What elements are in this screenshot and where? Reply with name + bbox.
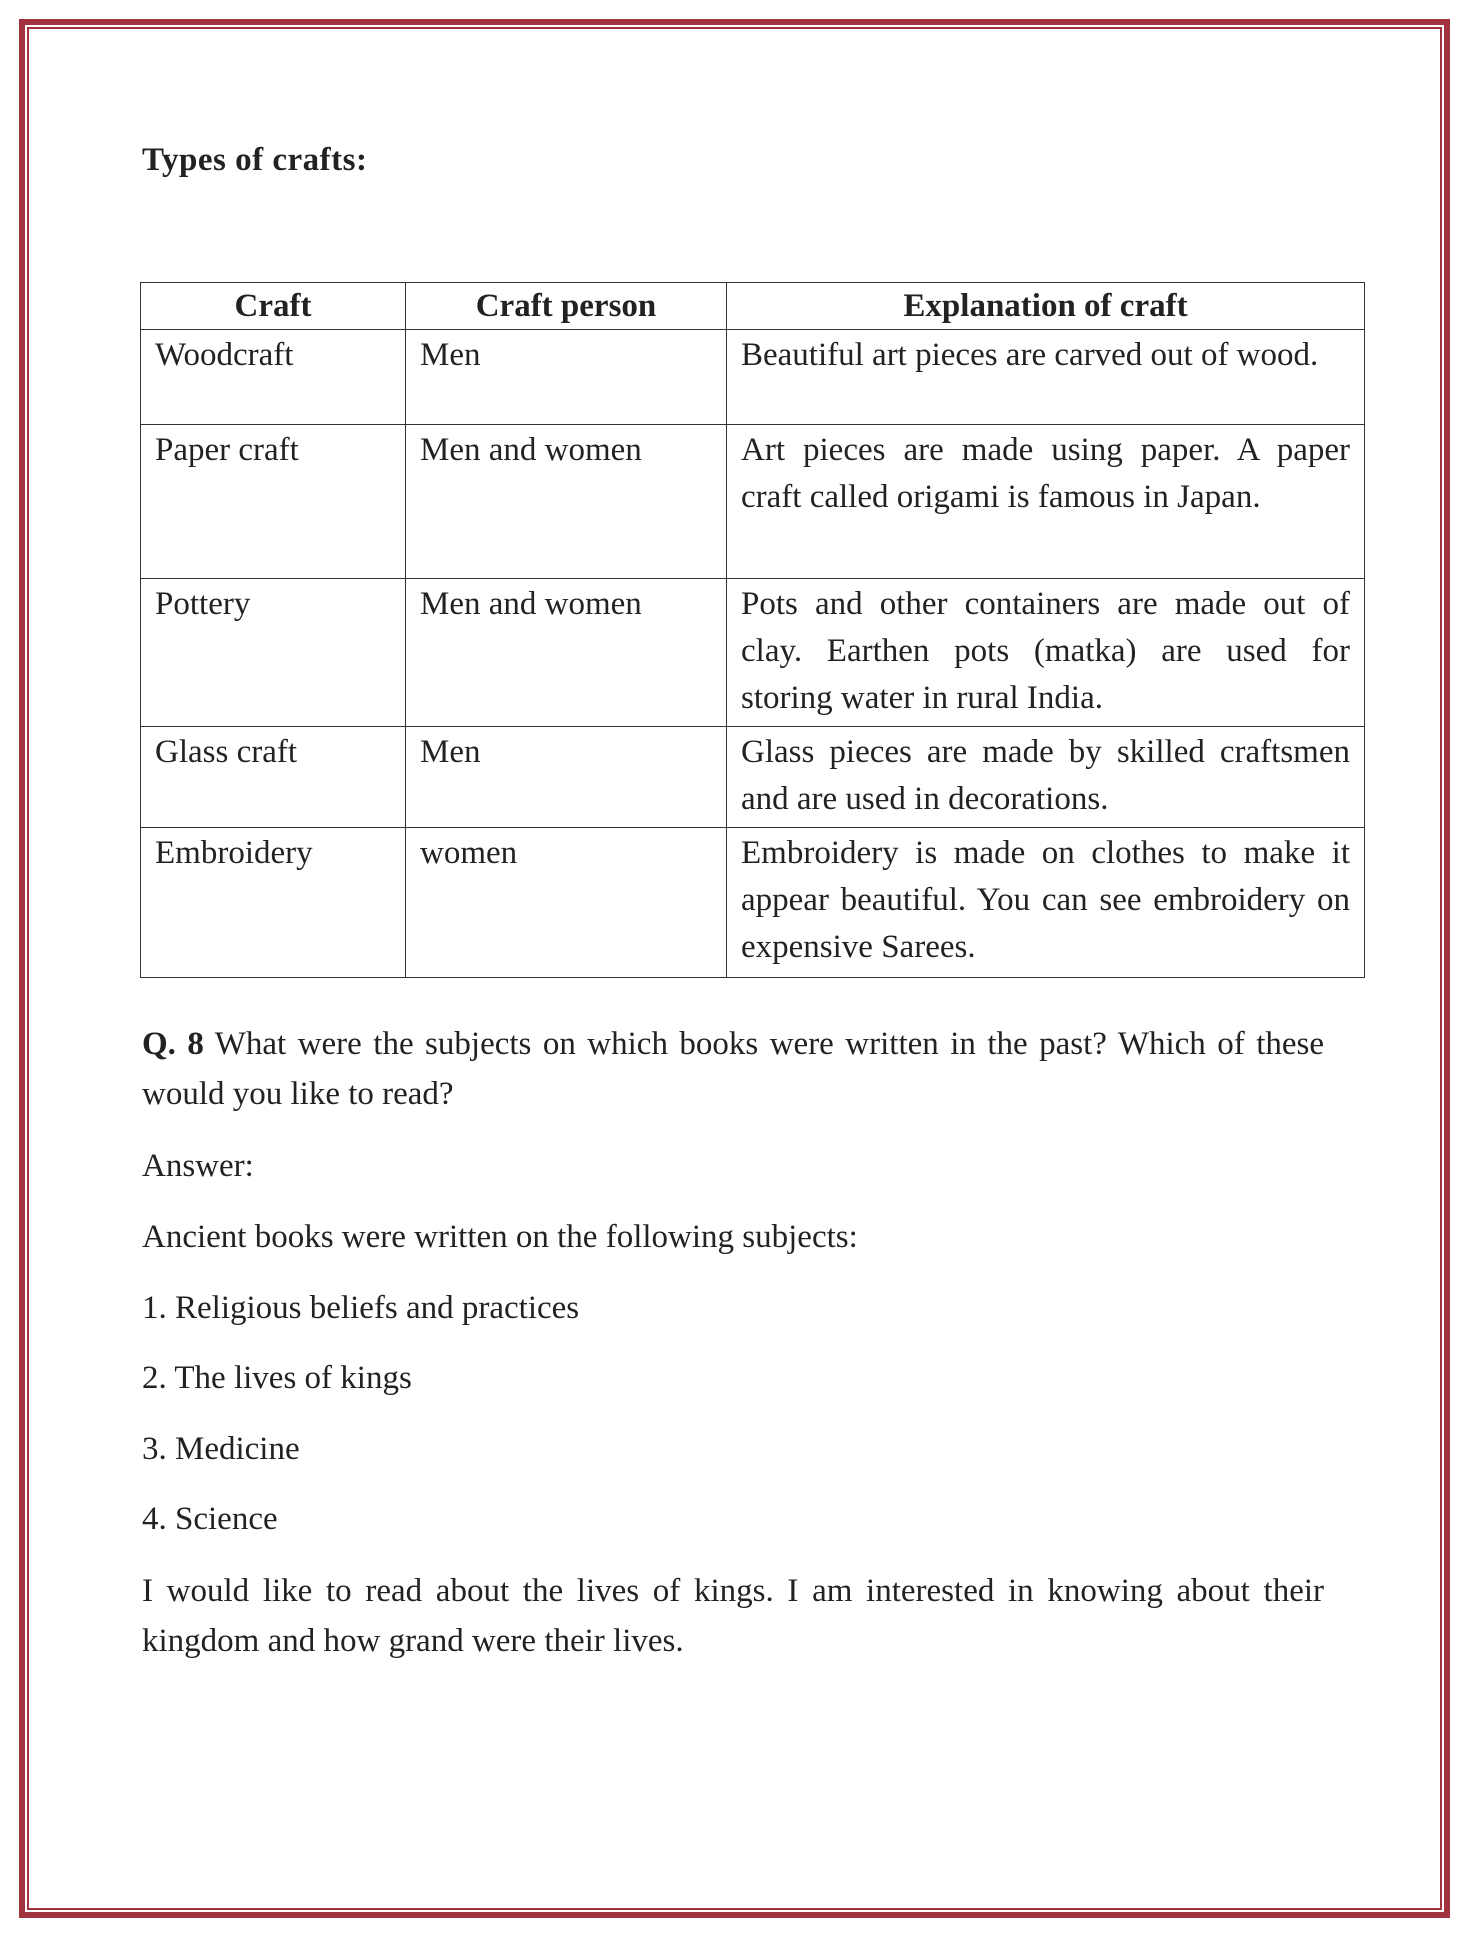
table-row [141,579,1365,727]
question-text: What were the subjects on which books were written in the past? Which of these would you like to read? [142,1026,1325,1112]
question-number: Q. 8 [142,1026,204,1062]
answer-conclusion: I would like to read about the lives of kings. I am interested in knowing about their kingdom and how grand were their lives. [142,1573,1324,1659]
person-cell: women [406,828,727,978]
header-craft: Craft [141,283,406,330]
subject-item: 4. Science [142,1501,278,1537]
table-row [141,330,1365,425]
explanation-cell: Art pieces are made using paper. A paper craft called origami is famous in Japan. [727,425,1365,579]
answer-label: Answer: [142,1148,254,1184]
subject-item: 3. Medicine [142,1431,300,1467]
craft-cell: Glass craft [141,727,406,828]
explanation-cell: Pots and other containers are made out of clay. Earthen pots (matka) are used for storing water in rural India. [727,579,1365,727]
craft-cell: Woodcraft [141,330,406,425]
subject-item: 2. The lives of kings [142,1360,412,1396]
header-craft-person: Craft person [406,283,727,330]
table-row [141,828,1365,978]
table-row [141,425,1365,579]
section-heading: Types of crafts: [142,142,368,178]
person-cell: Men [406,727,727,828]
person-cell: Men and women [406,579,727,727]
header-explanation: Explanation of craft [727,283,1365,330]
craft-cell: Pottery [141,579,406,727]
table-header-row [141,283,1365,330]
craft-cell: Embroidery [141,828,406,978]
answer-intro: Ancient books were written on the following subjects: [142,1219,858,1255]
explanation-cell: Embroidery is made on clothes to make it appear beautiful. You can see embroidery on expensive Sarees. [727,828,1365,978]
table-row [141,727,1365,828]
question-8 [142,1019,1324,1119]
craft-cell: Paper craft [141,425,406,579]
person-cell: Men [406,330,727,425]
explanation-cell: Glass pieces are made by skilled craftsmen and are used in decorations. [727,727,1365,828]
crafts-table [140,282,1365,978]
person-cell: Men and women [406,425,727,579]
subject-item: 1. Religious beliefs and practices [142,1290,580,1326]
explanation-cell: Beautiful art pieces are carved out of wood. [727,330,1365,425]
